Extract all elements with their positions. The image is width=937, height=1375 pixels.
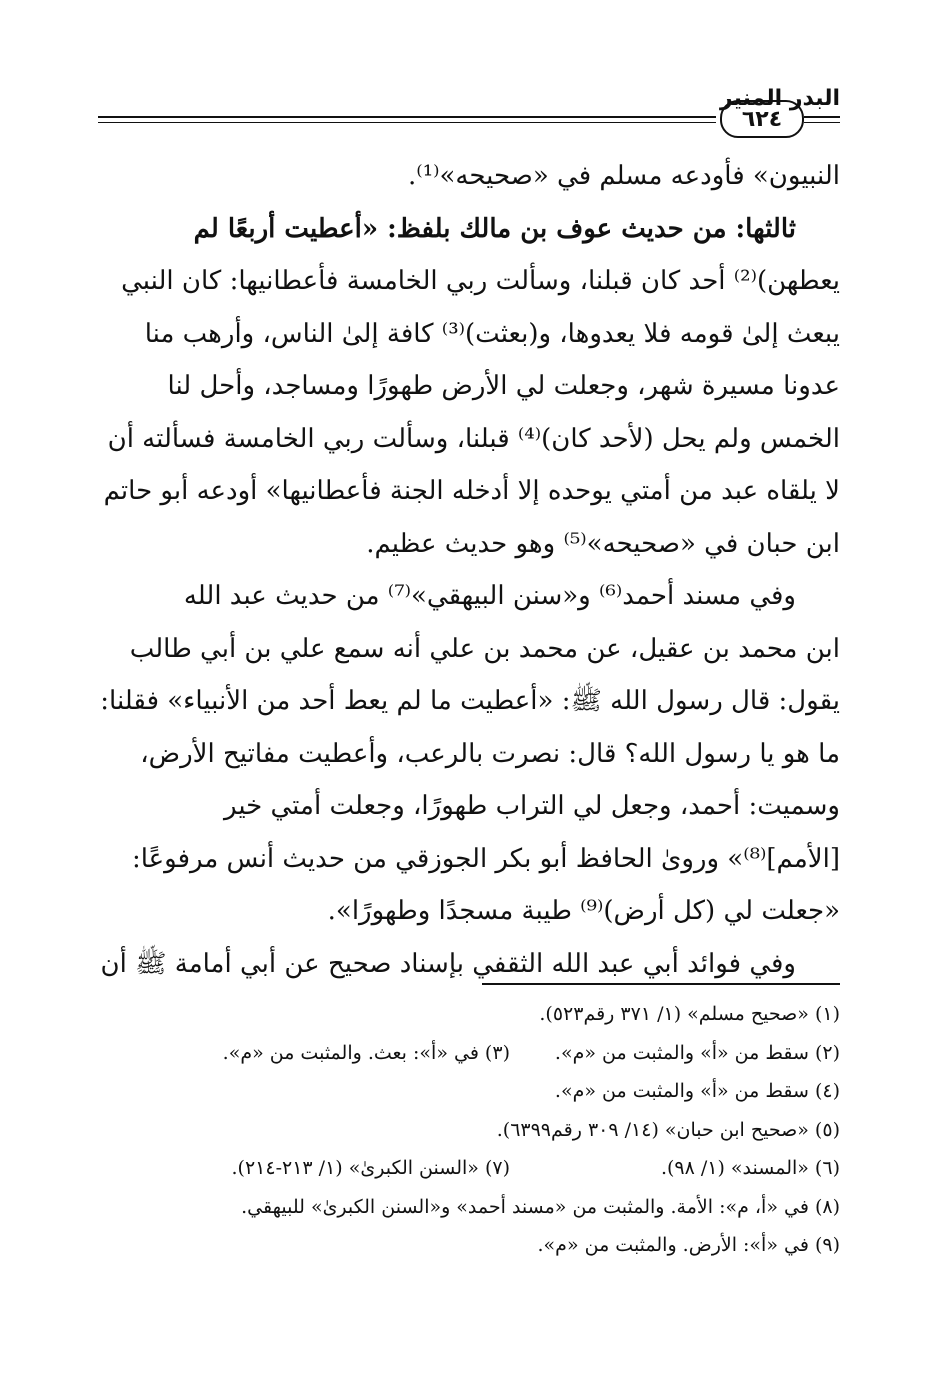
text-line: الخمس ولم يحل (لأحد كان)⁽⁴⁾ قبلنا، وسألت ربي الخامسة فسألته أن [107, 423, 840, 454]
text-line: عدونا مسيرة شهر، وجعلت لي الأرض طهورًا ومساجد، وأحل لنا [167, 371, 840, 401]
text-line: لا يلقاه عبد من أمتي يوحده إلا أدخله الجنة فأعطانيها» أودعه أبو حاتم [103, 476, 840, 506]
footnote-text: (٦) «المسند» (١/ ٩٨). [660, 1157, 840, 1179]
text-line: ما هو يا رسول الله؟ قال: نصرت بالرعب، وأعطيت مفاتيح الأرض، [140, 738, 840, 769]
header-rule [804, 122, 840, 123]
footnote-text: (١) «صحيح مسلم» (١/ ٣٧١ رقم٥٢٣). [539, 1003, 840, 1025]
footnote [98, 1226, 840, 1265]
footnote-text: (٩) في «أ»: الأرض. والمثبت من «م». [537, 1234, 840, 1256]
text-line: يبعث إلىٰ قومه فلا يعدوها، و(بعثت)⁽³⁾ كافة إلىٰ الناس، وأرهب منا [144, 318, 840, 349]
footnote [98, 1072, 840, 1111]
text-line: النبيون» فأودعه مسلم في «صحيحه»⁽¹⁾. [408, 161, 840, 191]
text-line: ثالثها: من حديث عوف بن مالك بلفظ: «أعطيت أربعًا لم [193, 213, 796, 244]
footnote-text: (٢) سقط من «أ» والمثبت من «م». [554, 1041, 840, 1064]
footnote-divider [482, 983, 840, 985]
footnote-text: (٨) في «أ، م»: الأمة. والمثبت من «مسند أحمد» و«السنن الكبرىٰ» للبيهقي. [241, 1195, 840, 1218]
footnote-text: (٥) «صحيح ابن حبان» (١٤/ ٣٠٩ رقم٦٣٩٩). [496, 1118, 840, 1141]
text-line: وفي مسند أحمد⁽⁶⁾ و«سنن البيهقي»⁽⁷⁾ من حديث عبد الله [183, 581, 796, 611]
text-line: ابن محمد بن عقيل، عن محمد بن علي أنه سمع علي بن أبي طالب [129, 633, 840, 664]
book-title: البدر المنير [719, 86, 840, 111]
footnote [98, 1111, 840, 1150]
text-line: وسميت: أحمد، وجعل لي التراب طهورًا، وجعلت أمتي خير [223, 791, 840, 821]
footnote-pair [98, 1034, 840, 1073]
text-line: ابن حبان في «صحيحه»⁽⁵⁾ وهو حديث عظيم. [366, 528, 840, 559]
page-number: ٦٢٤ [720, 100, 804, 138]
text-line: [الأمم]⁽⁸⁾» وروىٰ الحافظ أبو بكر الجوزقي من حديث أنس مرفوعًا: [131, 843, 840, 874]
header-rule [98, 116, 716, 118]
text-line: وفي فوائد أبي عبد الله الثقفي بإسناد صحيح عن أبي أمامة ﷺ أن [100, 948, 796, 979]
running-header [98, 86, 840, 132]
text-line: يقول: قال رسول الله ﷺ: «أعطيت ما لم يعط أحد من الأنبياء» فقلنا: [100, 686, 840, 716]
main-text [98, 150, 840, 990]
footnote-text: (٧) «السنن الكبرىٰ» (١/ ٢١٣-٢١٤). [231, 1157, 510, 1179]
footnotes [98, 995, 840, 1265]
header-rule [804, 116, 840, 118]
footnote-text: (٤) سقط من «أ» والمثبت من «م». [554, 1080, 840, 1102]
header-rule [98, 122, 716, 123]
footnote [98, 1188, 840, 1227]
footnote-pair [98, 1149, 840, 1188]
text-line: «جعلت لي (كل أرض)⁽⁹⁾ طيبة مسجدًا وطهورًا». [327, 896, 840, 926]
text-line: يعطهن)⁽²⁾ أحد كان قبلنا، وسألت ربي الخامسة فأعطانيها: كان النبي [121, 266, 840, 296]
footnote-text: (٣) في «أ»: بعث. والمثبت من «م». [222, 1041, 510, 1064]
footnote [98, 995, 840, 1034]
